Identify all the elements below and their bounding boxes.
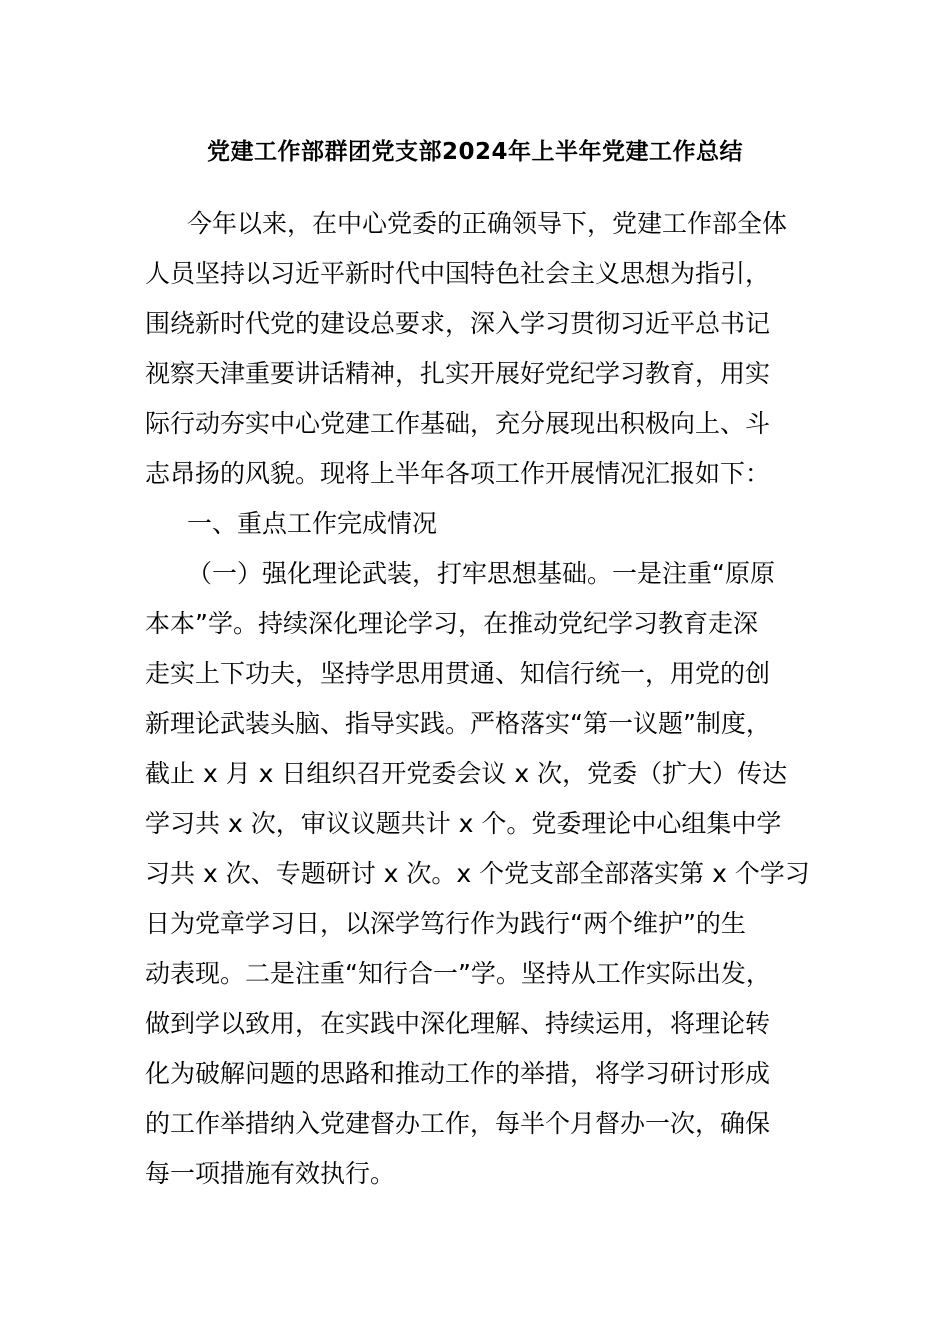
paragraph-line: 围绕新时代党的建设总要求，深入学习贯彻习近平总书记 <box>145 309 771 338</box>
theory-paragraph <box>145 549 810 1199</box>
paragraph-line: 习共 x 次、专题研讨 x 次。x 个党支部全部落实第 x 个学习 <box>145 859 810 888</box>
document-title: 党建工作部群团党支部2024年上半年党建工作总结 <box>206 139 743 165</box>
paragraph-line: 学习共 x 次，审议议题共计 x 个。党委理论中心组集中学 <box>145 809 782 838</box>
paragraph-line: 走实上下功夫，坚持学思用贯通、知信行统一，用党的创 <box>145 659 771 688</box>
paragraph-line: 志昂扬的风貌。现将上半年各项工作开展情况汇报如下： <box>145 459 771 488</box>
paragraph-line: 动表现。二是注重“知行合一”学。坚持从工作实际出发， <box>145 959 771 988</box>
section-heading <box>145 499 805 549</box>
paragraph-line: 视察天津重要讲话精神，扎实开展好党纪学习教育，用实 <box>145 359 771 388</box>
paragraph-line: （一）强化理论武装，打牢思想基础。一是注重“原原 <box>187 559 775 588</box>
paragraph-line: 化为破解问题的思路和推动工作的举措，将学习研讨形成 <box>145 1059 771 1088</box>
paragraph-line: 新理论武装头脑、指导实践。严格落实“第一议题”制度， <box>145 709 771 738</box>
paragraph-line: 日为党章学习日，以深学笃行作为践行“两个维护”的生 <box>145 909 746 938</box>
paragraph-line: 本本”学。持续深化理论学习，在推动党纪学习教育走深 <box>145 609 758 638</box>
section-heading-text: 一、重点工作完成情况 <box>187 509 438 538</box>
paragraph-line: 人员坚持以习近平新时代中国特色社会主义思想为指引， <box>145 259 771 288</box>
intro-paragraph <box>145 199 805 499</box>
paragraph-line: 际行动夯实中心党建工作基础，充分展现出积极向上、斗 <box>145 409 771 438</box>
paragraph-line: 每一项措施有效执行。 <box>145 1159 396 1188</box>
paragraph-line: 截止 x 月 x 日组织召开党委会议 x 次，党委（扩大）传达 <box>145 759 788 788</box>
paragraph-line: 的工作举措纳入党建督办工作，每半个月督办一次，确保 <box>145 1109 771 1138</box>
paragraph-line: 做到学以致用，在实践中深化理解、持续运用，将理论转 <box>145 1009 771 1038</box>
paragraph-line: 今年以来，在中心党委的正确领导下，党建工作部全体 <box>187 209 788 238</box>
